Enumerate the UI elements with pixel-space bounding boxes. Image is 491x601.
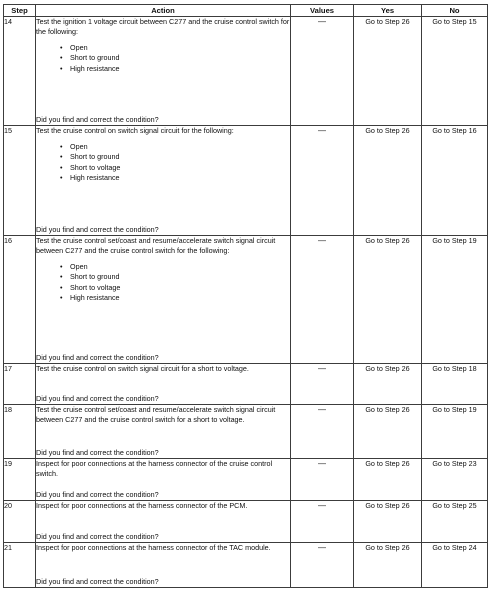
no-result: Go to Step 25 [422, 501, 488, 543]
table-row [4, 405, 488, 459]
condition-list-item: • Open [63, 262, 290, 272]
values-cell: — [291, 459, 354, 501]
step-number: 15 [4, 126, 36, 236]
action-content [36, 364, 290, 404]
condition-list-item: • High resistance [63, 64, 290, 74]
action-description: Test the cruise control on switch signal circuit for the following: [36, 126, 234, 135]
action-description: Inspect for poor connections at the harness connector of the cruise control switch. [36, 459, 273, 478]
step-number: 16 [4, 236, 36, 364]
table-row [4, 543, 488, 588]
yes-result: Go to Step 26 [354, 459, 422, 501]
diagnostic-table-container [3, 4, 488, 588]
action-description: Test the ignition 1 voltage circuit between C277 and the cruise control switch for the following: [36, 17, 290, 36]
no-result: Go to Step 18 [422, 364, 488, 405]
no-result: Go to Step 19 [422, 405, 488, 459]
action-cell [36, 126, 291, 236]
yes-result: Go to Step 26 [354, 501, 422, 543]
action-column-header: Action [36, 5, 291, 17]
yes-result: Go to Step 26 [354, 17, 422, 126]
action-top [36, 17, 290, 74]
table-header-row [4, 5, 488, 17]
values-cell: — [291, 543, 354, 588]
action-question: Did you find and correct the condition? [36, 115, 159, 124]
table-row [4, 364, 488, 405]
condition-list-item: • Short to voltage [63, 163, 290, 173]
step-number: 18 [4, 405, 36, 459]
values-cell: — [291, 236, 354, 364]
action-cell [36, 17, 291, 126]
condition-list-item: • Short to voltage [63, 283, 290, 293]
action-top [36, 459, 290, 479]
action-cell [36, 501, 291, 543]
table-row [4, 236, 488, 364]
values-cell: — [291, 501, 354, 543]
action-top [36, 364, 290, 374]
values-cell: — [291, 364, 354, 405]
action-cell [36, 236, 291, 364]
values-cell: — [291, 126, 354, 236]
action-description: Inspect for poor connections at the harness connector of the PCM. [36, 501, 248, 510]
action-description: Test the cruise control set/coast and resume/accelerate switch signal circuit between C277 and the cruise control switch for the following: [36, 236, 276, 255]
step-number: 14 [4, 17, 36, 126]
action-cell [36, 543, 291, 588]
action-question: Did you find and correct the condition? [36, 577, 159, 586]
action-content [36, 405, 290, 458]
condition-list-item: • Open [63, 142, 290, 152]
condition-list [36, 43, 290, 74]
table-row [4, 17, 488, 126]
action-question: Did you find and correct the condition? [36, 532, 159, 541]
no-result: Go to Step 19 [422, 236, 488, 364]
action-top [36, 543, 290, 553]
action-description: Test the cruise control set/coast and resume/accelerate switch signal circuit between C277 and the cruise control switch for a short to voltage. [36, 405, 276, 424]
action-top [36, 236, 290, 303]
table-body [4, 17, 488, 588]
action-content [36, 459, 290, 500]
condition-list-item: • High resistance [63, 293, 290, 303]
action-top [36, 501, 290, 511]
table-row [4, 501, 488, 543]
no-column-header: No [422, 5, 488, 17]
step-number: 20 [4, 501, 36, 543]
no-result: Go to Step 23 [422, 459, 488, 501]
action-content [36, 543, 290, 587]
yes-column-header: Yes [354, 5, 422, 17]
yes-result: Go to Step 26 [354, 364, 422, 405]
action-content [36, 236, 290, 363]
action-cell [36, 405, 291, 459]
values-column-header: Values [291, 5, 354, 17]
action-content [36, 501, 290, 542]
values-cell: — [291, 17, 354, 126]
yes-result: Go to Step 26 [354, 543, 422, 588]
yes-result: Go to Step 26 [354, 405, 422, 459]
values-cell: — [291, 405, 354, 459]
action-description: Test the cruise control on switch signal circuit for a short to voltage. [36, 364, 249, 373]
action-question: Did you find and correct the condition? [36, 490, 159, 499]
action-content [36, 17, 290, 125]
action-question: Did you find and correct the condition? [36, 448, 159, 457]
step-column-header: Step [4, 5, 36, 17]
yes-result: Go to Step 26 [354, 126, 422, 236]
condition-list [36, 142, 290, 183]
step-number: 19 [4, 459, 36, 501]
condition-list-item: • Open [63, 43, 290, 53]
action-cell [36, 364, 291, 405]
action-top [36, 405, 290, 425]
table-row [4, 126, 488, 236]
action-cell [36, 459, 291, 501]
action-question: Did you find and correct the condition? [36, 225, 159, 234]
condition-list-item: • High resistance [63, 173, 290, 183]
table-row [4, 459, 488, 501]
diagnostic-table [3, 4, 488, 588]
condition-list-item: • Short to ground [63, 272, 290, 282]
no-result: Go to Step 16 [422, 126, 488, 236]
action-top [36, 126, 290, 183]
action-question: Did you find and correct the condition? [36, 394, 159, 403]
no-result: Go to Step 15 [422, 17, 488, 126]
step-number: 21 [4, 543, 36, 588]
yes-result: Go to Step 26 [354, 236, 422, 364]
condition-list-item: • Short to ground [63, 53, 290, 63]
step-number: 17 [4, 364, 36, 405]
no-result: Go to Step 24 [422, 543, 488, 588]
action-content [36, 126, 290, 235]
condition-list-item: • Short to ground [63, 152, 290, 162]
condition-list [36, 262, 290, 303]
action-question: Did you find and correct the condition? [36, 353, 159, 362]
action-description: Inspect for poor connections at the harness connector of the TAC module. [36, 543, 271, 552]
